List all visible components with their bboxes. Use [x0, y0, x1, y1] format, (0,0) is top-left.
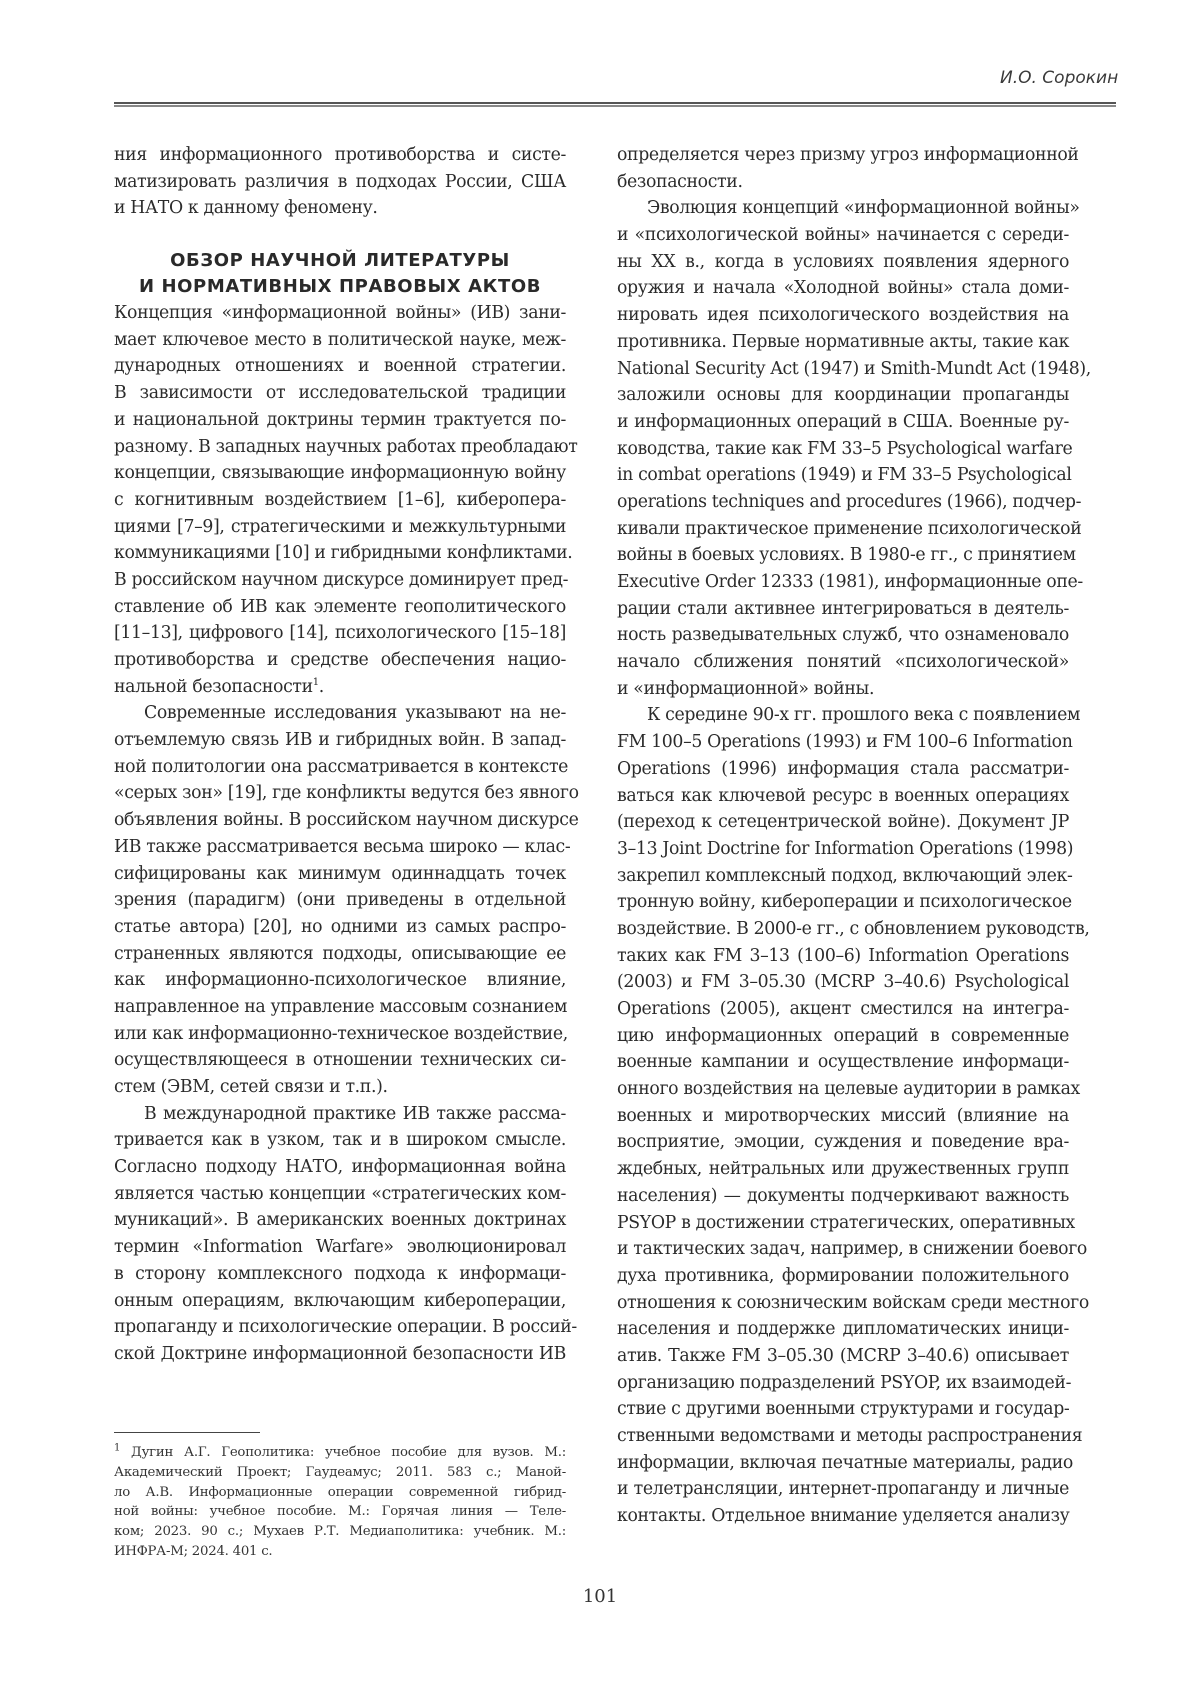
text-line: Согласно подходу НАТО, информационная война — [114, 1157, 566, 1178]
text-line: Operations (1996) информация стала рассматри- — [617, 758, 1069, 779]
text-line: населения и поддержке дипломатических иници- — [617, 1319, 1069, 1340]
text-line: с когнитивным воздействием [1–6], киберопера- — [114, 489, 566, 510]
text-line: духа противника, формировании положительного — [617, 1265, 1069, 1286]
text-line: ководства, такие как FM 33–5 Psychological warfare — [617, 438, 1073, 459]
text-line: и «информационной» войны. — [617, 678, 875, 699]
text-line: ской Доктрине информационной безопасности ИВ — [114, 1343, 566, 1364]
footnote — [114, 1443, 566, 1562]
text-line: термин «Information Warfare» эволюционировал — [114, 1237, 566, 1258]
text-line: воздействие. В 2000-е гг., с обновлением руководств, — [617, 918, 1090, 939]
left-column — [114, 142, 579, 1368]
text-line: (переход к сетецентрической войне). Документ JP — [617, 812, 1069, 833]
text-line: in combat operations (1949) и FM 33–5 Psychological — [617, 465, 1072, 486]
text-line: ния информационного противоборства и систе- — [114, 145, 566, 165]
text-line: в сторону комплексного подхода к информаци- — [114, 1263, 566, 1284]
text-fragment: нальной безопасности — [114, 676, 313, 697]
text-line: нировать идея психологического воздействия на — [617, 305, 1069, 326]
text-line: восприятие, эмоции, суждения и поведение вра- — [617, 1132, 1069, 1153]
text-line: и «психологической войны» начинается с середи- — [617, 225, 1069, 246]
text-line: К середине 90-х гг. прошлого века с появлением — [647, 705, 1081, 726]
text-line: FM 100–5 Operations (1993) и FM 100–6 Information — [617, 732, 1073, 753]
text-line: и НАТО к данному феномену. — [114, 198, 378, 219]
text-line: противника. Первые нормативные акты, такие как — [617, 331, 1070, 352]
text-line: ждебных, нейтральных или дружественных групп — [617, 1159, 1069, 1180]
text-line: и тактических задач, например, в снижении боевого — [617, 1239, 1087, 1260]
text-line: кивали практическое применение психологической — [617, 518, 1082, 539]
text-line: отношения к союзническим войскам среди местного — [617, 1292, 1089, 1313]
intro-paragraph — [114, 142, 566, 222]
text-line: страненных являются подходы, описывающие ее — [114, 943, 566, 964]
text-line: коммуникациями [10] и гибридными конфликтами. — [114, 543, 573, 564]
text-line: атив. Также FM 3–05.30 (MCRP 3–40.6) описывает — [617, 1345, 1069, 1366]
text-line: заложили основы для координации пропаганды — [617, 385, 1069, 406]
text-line: тронную войну, кибероперации и психологическое — [617, 892, 1072, 913]
text-line: дународных отношениях и военной стратегии. — [114, 356, 566, 377]
page-number: 101 — [582, 1586, 618, 1607]
text-line: В международной практике ИВ также рассма- — [144, 1103, 566, 1124]
text-line: муникаций». В американских военных доктринах — [114, 1210, 566, 1231]
text-line: безопасности. — [617, 171, 743, 192]
text-line: Executive Order 12333 (1981), информационные опе- — [617, 572, 1083, 592]
text-fragment: Дугин А.Г. Геополитика: учебное пособие для вузов. М.: — [131, 1445, 566, 1460]
text-line: начало сближения понятий «психологической» — [617, 652, 1069, 673]
footnote-line: ком; 2023. 90 с.; Мухаев Р.Т. Медиаполитика: учебник. М.: — [114, 1524, 566, 1540]
text-line: закрепил комплексный подход, включающий элек- — [617, 865, 1073, 886]
text-line: ны XX в., когда в условиях появления ядерного — [617, 251, 1069, 272]
text-line: National Security Act (1947) и Smith-Mundt Act (1948), — [617, 358, 1091, 379]
text-line: статье автора) [20], но одними из самых распро- — [114, 916, 566, 937]
text-line: населения) — документы подчеркивают важность — [617, 1185, 1069, 1206]
text-line: и информационных операций в США. Военные ру- — [617, 411, 1069, 432]
text-line: направленное на управление массовым сознанием — [114, 996, 568, 1017]
paragraph-international-practice — [114, 1101, 577, 1368]
paragraph-continuation — [617, 142, 1079, 195]
section-heading-line-2: И НОРМАТИВНЫХ ПРАВОВЫХ АКТОВ — [138, 276, 542, 298]
right-column — [617, 142, 1091, 1530]
text-line: оружия и начала «Холодной войны» стала доми- — [617, 278, 1069, 299]
text-line: военных и миротворческих миссий (влияние на — [617, 1105, 1069, 1126]
text-line: тривается как в узком, так и в широком смысле. — [114, 1130, 566, 1151]
paragraph-evolution — [617, 195, 1091, 702]
text-line: operations techniques and procedures (1966), подчер- — [617, 491, 1082, 512]
text-line: таких как FM 3–13 (100–6) Information Operations — [617, 945, 1069, 966]
text-line: и национальной доктрины термин трактуется по- — [114, 409, 566, 430]
header-double-rule — [114, 102, 1116, 107]
text-line: объявления войны. В российском научном дискурсе — [114, 810, 579, 831]
text-line: определяется через призму угроз информационной — [617, 145, 1079, 165]
text-line: сифицированы как минимум одиннадцать точек — [114, 863, 566, 884]
text-line: матизировать различия в подходах России, США — [114, 171, 566, 192]
text-line: ИВ также рассматривается весьма широко — клас- — [114, 836, 571, 857]
text-line: Современные исследования указывают на не- — [144, 703, 566, 724]
footnote-line: ной войны: учебное пособие. М.: Горячая линия — Теле- — [114, 1504, 566, 1520]
text-line: и телетрансляции, интернет-пропаганду и личные — [617, 1479, 1069, 1500]
text-line: онного воздействия на целевые аудитории в рамках — [617, 1079, 1080, 1100]
footnote-line: Академический Проект; Гаудеамус; 2011. 583 с.; Маной- — [114, 1464, 566, 1480]
text-line: цию информационных операций в современные — [617, 1025, 1069, 1046]
paragraph-concept — [114, 300, 578, 700]
text-line: информации, включая печатные материалы, радио — [617, 1452, 1073, 1473]
text-line: В российском научном дискурсе доминирует пред- — [114, 569, 569, 590]
text-line: ставление об ИВ как элементе геополитического — [114, 596, 566, 617]
text-line: стем (ЭВМ, сетей связи и т.п.). — [114, 1077, 388, 1097]
text-line: или как информационно-техническое воздействие, — [114, 1023, 568, 1044]
paragraph-hybrid-wars — [114, 700, 579, 1100]
text-line: мает ключевое место в политической науке, меж- — [114, 329, 566, 350]
text-line: осуществляющееся в отношении технических си- — [114, 1050, 566, 1071]
running-head-author: И.О. Сорокин — [1000, 68, 1119, 88]
text-line: «серых зон» [19], где конфликты ведутся без явного — [114, 783, 579, 804]
text-line: 3–13 Joint Doctrine for Information Operations (1998) — [617, 838, 1074, 859]
text-line: противоборства и средстве обеспечения нацио- — [114, 650, 566, 670]
footnote-reference[interactable]: 1 — [312, 676, 319, 688]
text-line: онным операциям, включающим кибероперации, — [114, 1290, 566, 1311]
text-line: разному. В западных научных работах преобладают — [114, 436, 578, 457]
text-line: В зависимости от исследовательской традиции — [114, 383, 566, 404]
footnote-line: ло А.В. Информационные операции современной гибрид- — [114, 1484, 566, 1500]
text-line: рации стали активнее интегрироваться в деятель- — [617, 598, 1069, 619]
text-line: ствие с другими военными структурами и государ- — [617, 1399, 1070, 1420]
text-line: Operations (2005), акцент сместился на интегра- — [617, 999, 1069, 1019]
footnote-line — [114, 1443, 566, 1463]
text-line: Концепция «информационной войны» (ИВ) зани- — [114, 303, 566, 324]
text-line: (2003) и FM 3–05.30 (MCRP 3–40.6) Psychological — [617, 972, 1069, 993]
text-line: является частью концепции «стратегических ком- — [114, 1183, 566, 1204]
text-line: военные кампании и осуществление информаци- — [617, 1052, 1069, 1073]
text-fragment: . — [318, 676, 324, 697]
text-line: концепции, связывающие информационную войну — [114, 463, 566, 484]
footnote-line: ИНФРА-М; 2024. 401 с. — [114, 1543, 273, 1559]
text-line: контакты. Отдельное внимание уделяется анализу — [617, 1506, 1070, 1527]
footnote-mark: 1 — [114, 1442, 121, 1454]
text-line: ваться как ключевой ресурс в военных операциях — [617, 785, 1069, 806]
section-heading-line-1: ОБЗОР НАУЧНОЙ ЛИТЕРАТУРЫ — [170, 250, 510, 272]
text-line — [114, 674, 566, 701]
paragraph-nineties — [617, 702, 1090, 1529]
text-line: войны в боевых условиях. В 1980-е гг., с принятием — [617, 545, 1076, 566]
text-line: PSYOP в достижении стратегических, оперативных — [617, 1212, 1075, 1233]
text-line: [11–13], цифрового [14], психологического [15–18] — [114, 623, 566, 644]
text-line: организацию подразделений PSYOP, их взаимодей- — [617, 1372, 1072, 1393]
text-line: как информационно-психологическое влияние, — [114, 970, 566, 991]
text-line: циями [7–9], стратегическими и межкультурными — [114, 516, 566, 537]
text-line: отъемлемую связь ИВ и гибридных войн. В запад- — [114, 730, 566, 751]
text-line: Эволюция концепций «информационной войны» — [647, 198, 1080, 219]
text-line: ственными ведомствами и методы распространения — [617, 1426, 1083, 1446]
text-line: пропаганду и психологические операции. В россий- — [114, 1317, 577, 1338]
text-line: зрения (парадигм) (они приведены в отдельной — [114, 890, 566, 911]
footnote-separator — [114, 1432, 260, 1433]
text-line: ной политологии она рассматривается в контексте — [114, 756, 569, 777]
text-line: ность разведывательных служб, что ознаменовало — [617, 625, 1069, 646]
